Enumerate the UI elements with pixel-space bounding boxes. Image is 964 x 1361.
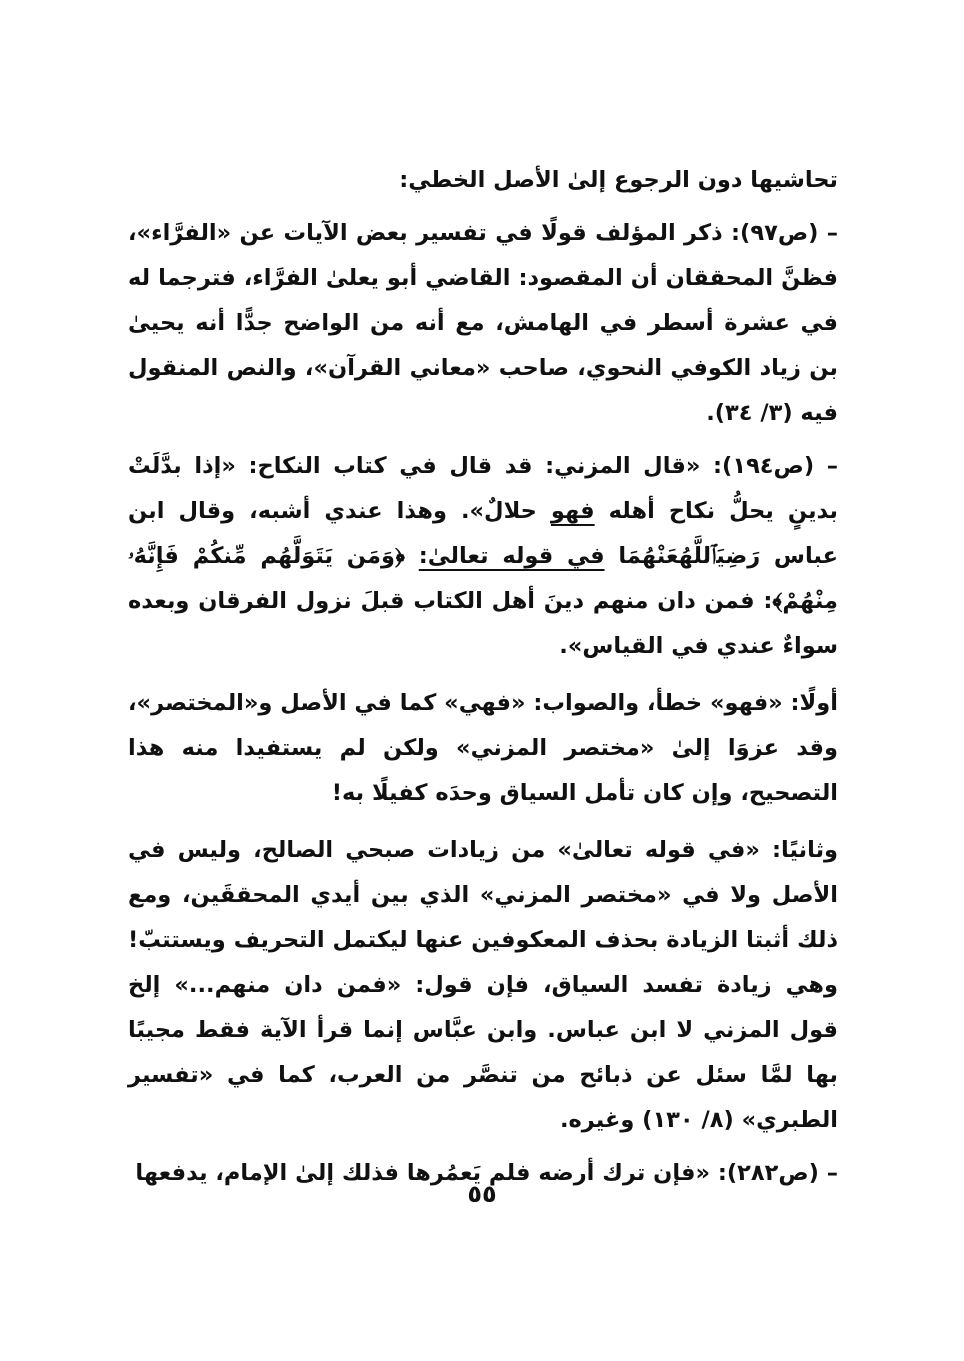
- p194-after: ﴿وَمَن يَتَوَلَّهُم مِّنكُمْ فَإِنَّهُۥ مِنْهُمْ﴾: فمن دان منهم دينَ أهل الكتاب قبلَ نزول الفرقان وبعده سواءٌ عندي في القياس».: [128, 543, 838, 659]
- paragraph-first-point: أولًا: «فهو» خطأ، والصواب: «فهي» كما في الأصل و«المختصر»، وقد عزوَا إلىٰ «مختصر المزني» ولكن لم يستفيدا منه هذا التصحيح، وإن كان تأمل السياق وحدَه كفيلًا به!: [128, 690, 838, 806]
- paragraph-second-point: وثانيًا: «في قوله تعالىٰ» من زيادات صبحي الصالح، وليس في الأصل ولا في «مختصر المزني» الذي بين أيدي المحققَين، ومع ذلك أثبتا الزيادة بحذف المعكوفين عنها ليكتمل التحريف ويستتبّ! وهي زيادة تفسد السياق، فإن قول: «فمن دان منهم...» إلخ قول المزني لا ابن عباس. وابن عبَّاس إنما قرأ الآية فقط مجيبًا بها لمَّا سئل عن ذبائح من تنصَّر من العرب، كما في «تفسير الطبري» (٨/ ١٣٠) وغيره.: [128, 837, 838, 1133]
- page-number: ٥٥: [467, 1180, 497, 1208]
- paragraph-p282: – (ص٢٨٢): «فإن ترك أرضه فلم يَعمُرها فذلك إلىٰ الإمام، يدفعها: [135, 1160, 838, 1186]
- intro-line: تحاشيها دون الرجوع إلىٰ الأصل الخطي:: [399, 167, 838, 193]
- paragraph-p194: [128, 444, 838, 669]
- p194-before: – (ص١٩٤): «قال المزني: قد قال في كتاب النكاح: «إذا بدَّلَتْ بدينٍ يحلُّ نكاح أهله: [128, 453, 839, 524]
- p194-middle: حلالٌ». وهذا عندي أشبه، وقال ابن عباس رَضِيَٱللَّهُعَنْهُمَا: [128, 498, 838, 569]
- p194-underlined-qawlihi: في قوله تعالىٰ:: [418, 543, 605, 569]
- page-body: [128, 158, 838, 1196]
- p194-underlined-fahuwa: فهو: [550, 498, 595, 524]
- paragraph-p97: – (ص٩٧): ذكر المؤلف قولًا في تفسير بعض الآيات عن «الفرَّاء»، فظنَّ المحققان أن المقصود: القاضي أبو يعلىٰ الفرَّاء، فترجما له في عشرة أسطر في الهامش، مع أنه من الواضح جدًّا أنه يحيىٰ بن زياد الكوفي النحوي، صاحب «معاني القرآن»، والنص المنقول فيه (٣/ ٣٤).: [128, 220, 838, 426]
